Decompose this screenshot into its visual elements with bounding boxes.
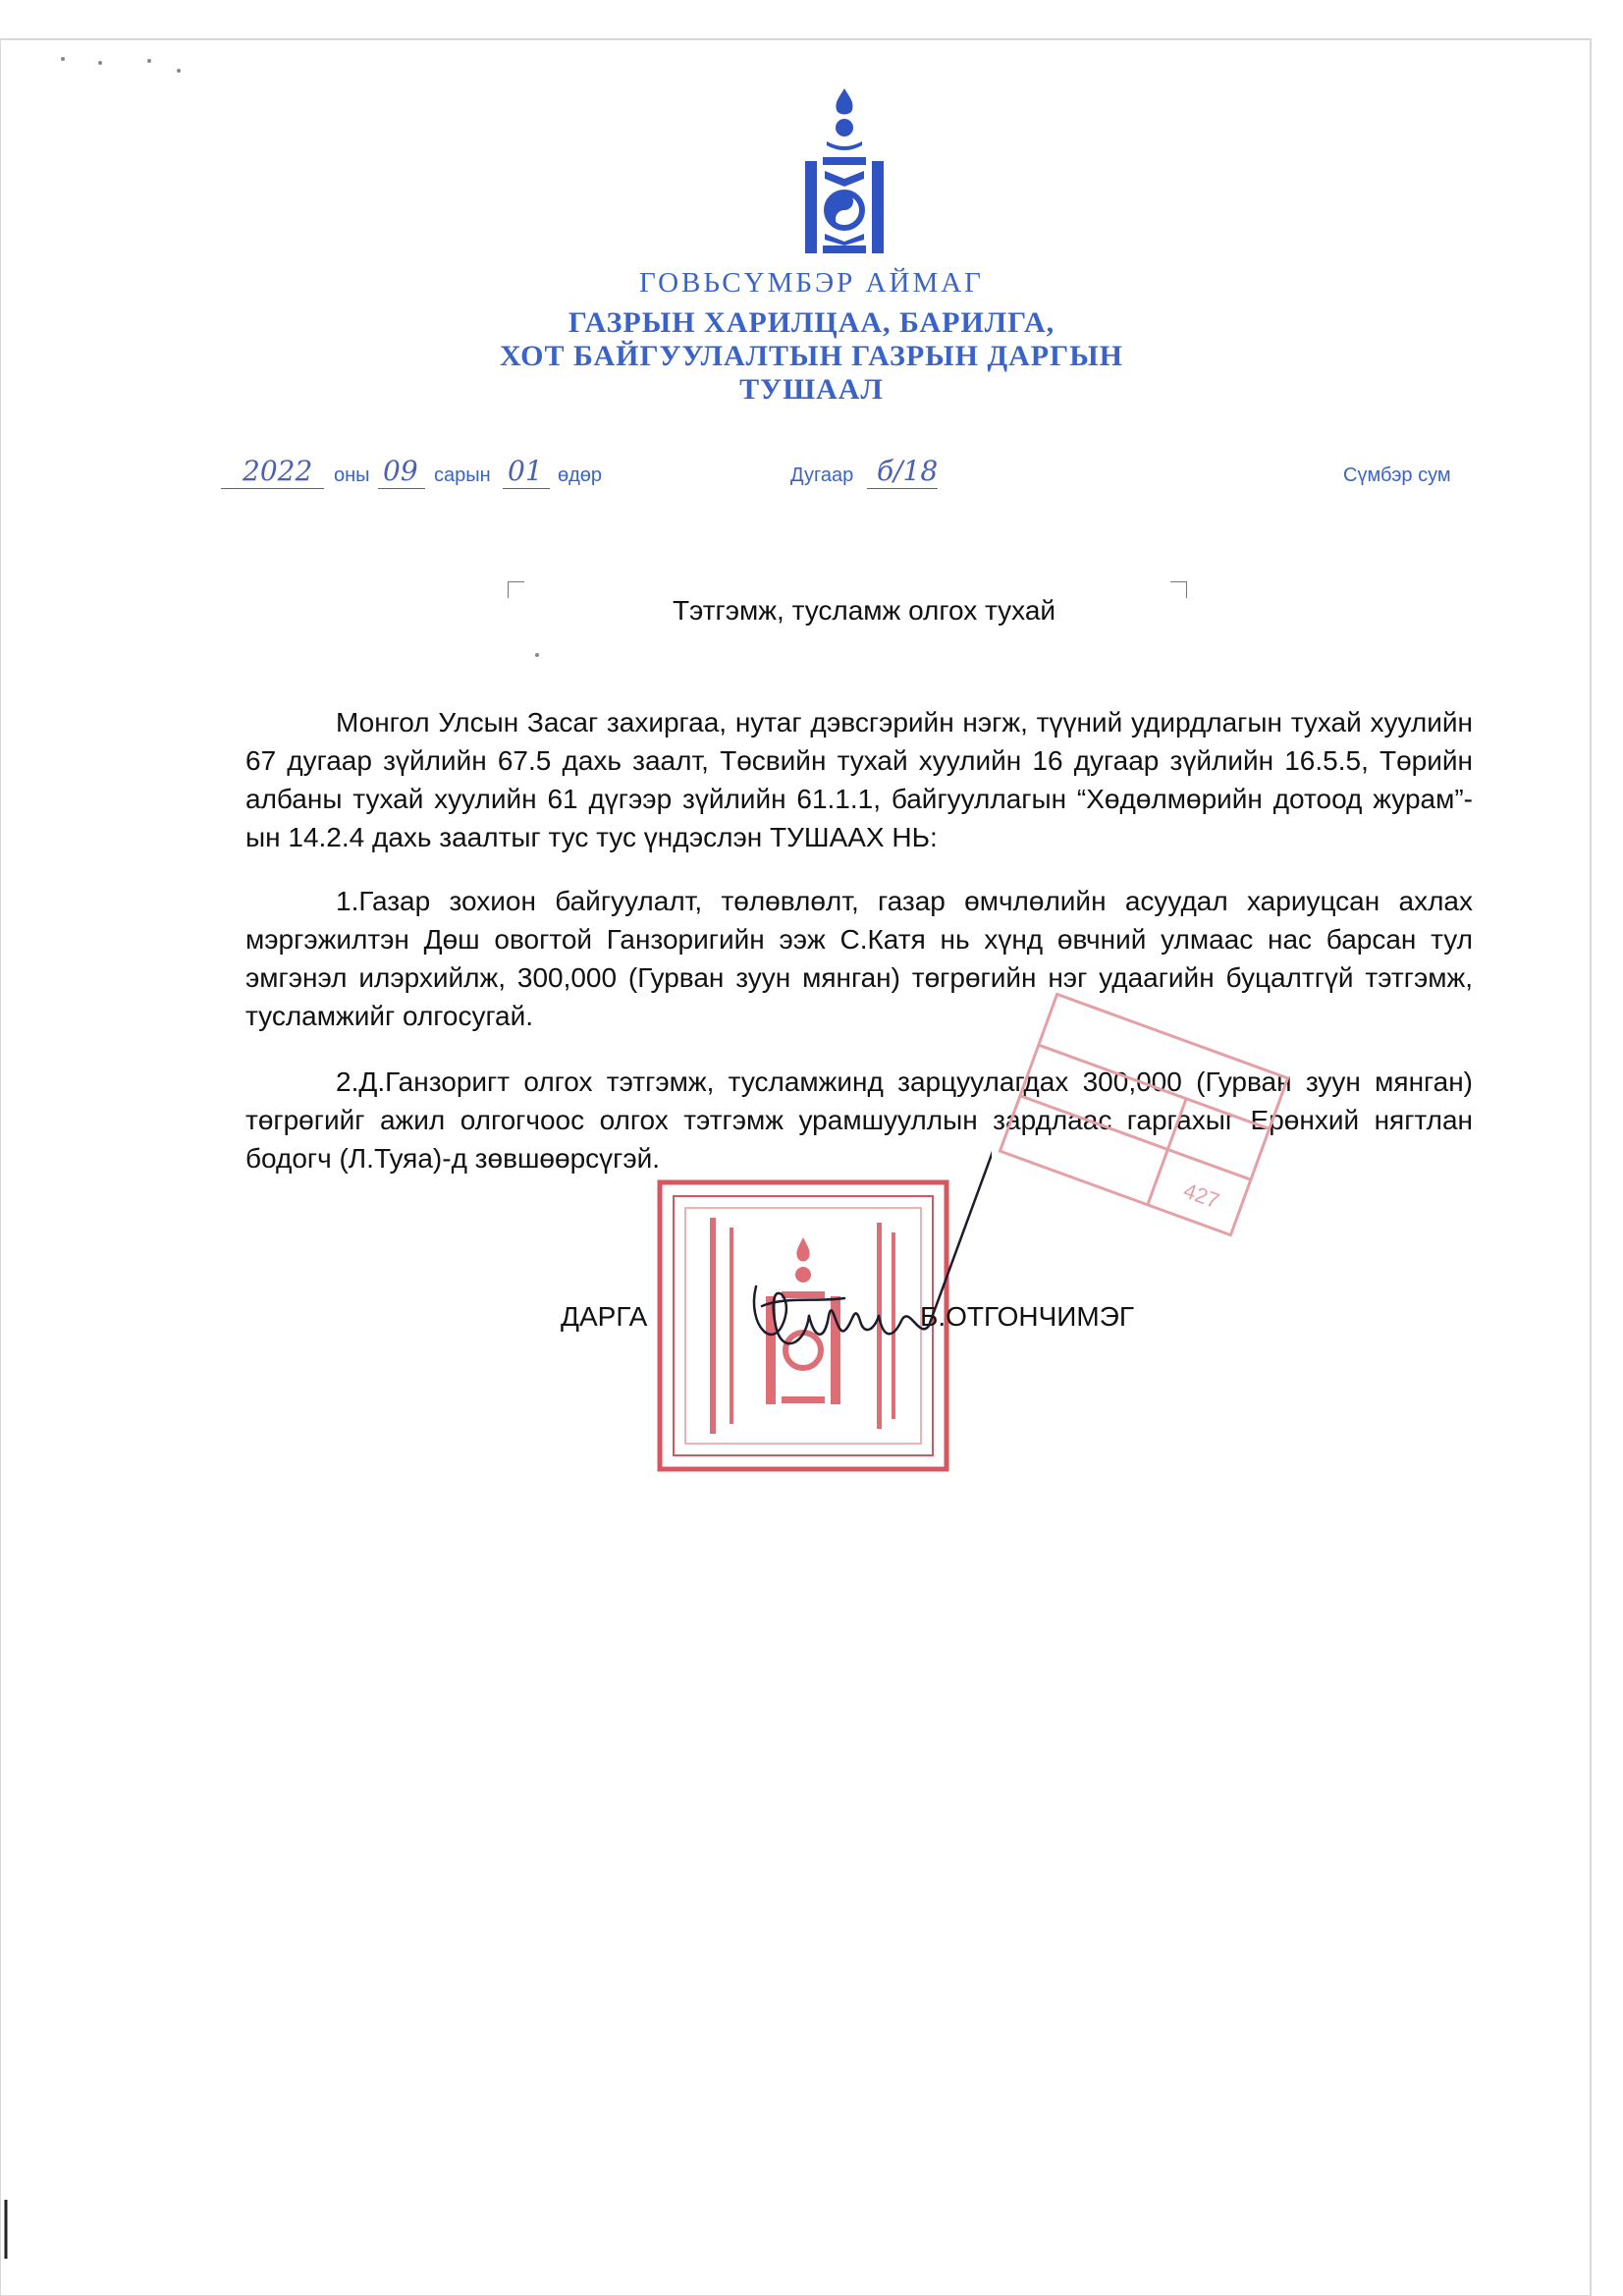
date-month-label: сарын xyxy=(434,465,491,486)
date-year: 2022 xyxy=(243,455,313,487)
date-month-underline xyxy=(378,488,425,489)
header-org-line1: ГАЗРЫН ХАРИЛЦАА, БАРИЛГА, xyxy=(568,306,1055,339)
registration-stamp-icon xyxy=(982,992,1306,1237)
scan-speck xyxy=(147,59,151,63)
scan-speck xyxy=(61,57,65,61)
order-number: б/18 xyxy=(877,455,939,487)
scan-speck xyxy=(535,653,539,657)
order-item-1: 1.Газар зохион байгуулалт, төлөвлөлт, газар өмчлөлийн асуудал хариуцсан ахлах мэргэжилтэн Дөш овогтой Ганзоригийн ээж С.Катя нь хүнд өвчний улмаас нас барсан тул эмгэнэл илэрхийлж, 300,000 (Гурван зуун мянган) төгрөгийн нэг удаагийн буцалтгүй тэтгэмж, тусламжийг олгосугай. xyxy=(245,886,1473,1031)
date-day: 01 xyxy=(508,455,543,487)
svg-text:427: 427 xyxy=(1180,1177,1223,1214)
date-month: 09 xyxy=(383,455,418,487)
date-day-label: өдөр xyxy=(558,465,603,486)
handwritten-signature-icon xyxy=(727,1129,992,1375)
place-name: Сүмбэр сум xyxy=(1343,465,1451,486)
document-subject: Тэтгэмж, тусламж олгох тухай xyxy=(672,595,1056,626)
scan-speck xyxy=(177,69,181,73)
dateline xyxy=(221,454,1473,493)
date-year-underline xyxy=(221,488,324,489)
header-org-line2: ХОТ БАЙГУУЛАЛТЫН ГАЗРЫН ДАРГЫН xyxy=(500,340,1123,372)
date-year-label: оны xyxy=(334,465,370,486)
scan-speck xyxy=(98,61,102,65)
signatory-name: Б.ОТГОНЧИМЭГ xyxy=(920,1301,1135,1332)
signatory-title: ДАРГА xyxy=(561,1301,648,1332)
soyombo-emblem-icon xyxy=(805,88,884,253)
preamble-paragraph: Монгол Улсын Засаг захиргаа, нутаг дэвсгэрийн нэгж, түүний удирдлагын тухай хуулийн 67 дугаар зүйлийн 67.5 дахь заалт, Төсвийн тухай хуулийн 16 дугаар зүйлийн 16.5.5, Төрийн албаны тухай хуулийн 61 дүгээр зүйлийн 61.1.1, байгууллагын “Хөдөлмөрийн дотоод журам”-ын 14.2.4 дахь заалтыг тус тус үндэслэн ТУШААХ НЬ: xyxy=(245,707,1473,852)
header-doc-type: ТУШААЛ xyxy=(739,373,884,406)
order-item-2: 2.Д.Ганзоригт олгох тэтгэмж, тусламжинд зарцуулагдах 300,000 (Гурван зуун мянган) төгрөгийг ажил олгогчоос олгох тэтгэмж урамшууллын зардлаас гаргахыг Ерөнхий нягтлан бодогч (Л.Туяа)-д зөвшөөрсүгэй. xyxy=(245,1066,1473,1174)
order-number-label: Дугаар xyxy=(790,465,854,486)
order-number-underline xyxy=(867,488,938,489)
date-day-underline xyxy=(503,488,550,489)
header-aimag: ГОВЬСҮМБЭР АЙМАГ xyxy=(639,267,984,299)
